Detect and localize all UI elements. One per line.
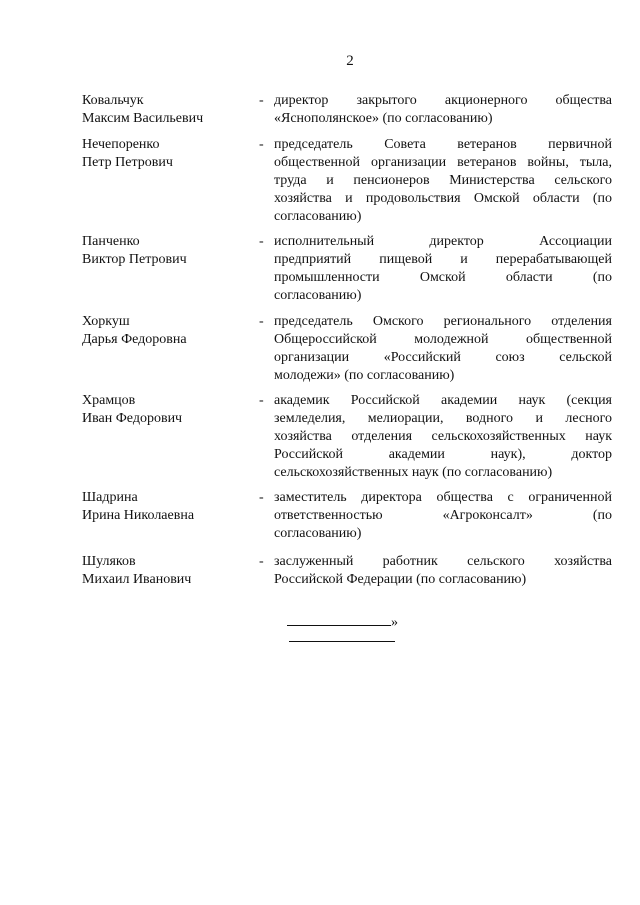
member-position (274, 313, 612, 385)
position-line: общественной организации ветеранов войны, тыла, (274, 155, 612, 170)
position-line: сельскохозяйственных наук (по согласованию) (274, 465, 553, 480)
entry-dash: - (259, 93, 264, 108)
position-line: председатель Совета ветеранов первичной (274, 137, 612, 152)
position-line: заслуженный работник сельского хозяйства (274, 554, 612, 569)
position-line: промышленности Омской области (по (274, 270, 612, 285)
member-given-names: Виктор Петрович (82, 252, 187, 267)
member-name (82, 136, 252, 172)
member-name (82, 313, 252, 349)
page-number: 2 (346, 53, 354, 69)
position-line: предприятий пищевой и перерабатывающей (274, 252, 612, 267)
member-given-names: Максим Васильевич (82, 111, 204, 126)
member-name (82, 489, 252, 525)
position-line: заместитель директора общества с ограниченной (274, 490, 612, 505)
entry-dash: - (259, 137, 264, 152)
member-surname: Ковальчук (82, 93, 144, 108)
member-surname: Шадрина (82, 490, 138, 505)
position-line: согласованию) (274, 209, 362, 224)
entry-dash: - (259, 234, 264, 249)
member-surname: Хоркуш (82, 314, 130, 329)
member-position (274, 233, 612, 305)
member-surname: Панченко (82, 234, 140, 249)
position-line: хозяйства отделения сельскохозяйственных наук (274, 429, 612, 444)
member-name (82, 92, 252, 128)
member-given-names: Петр Петрович (82, 155, 173, 170)
member-name (82, 233, 252, 269)
closing-line (287, 612, 398, 632)
position-line: директор закрытого акционерного общества (274, 93, 612, 108)
position-line: труда и пенсионеров Министерства сельского (274, 173, 612, 188)
position-line: академик Российской академии наук (секция (274, 393, 612, 408)
position-line: молодежи» (по согласованию) (274, 368, 455, 383)
member-surname: Храмцов (82, 393, 136, 408)
member-given-names: Михаил Иванович (82, 572, 192, 587)
position-line: согласованию) (274, 288, 362, 303)
member-name (82, 553, 252, 589)
position-line: ответственностью «Агроконсалт» (по (274, 508, 612, 523)
position-line: согласованию) (274, 526, 362, 541)
position-line: хозяйства и продовольствия Омской области (по (274, 191, 612, 206)
entry-dash: - (259, 314, 264, 329)
member-given-names: Ирина Николаевна (82, 508, 195, 523)
entry-dash: - (259, 490, 264, 505)
end-rule (289, 641, 395, 642)
member-position (274, 553, 612, 589)
position-line: «Яснополянское» (по согласованию) (274, 111, 493, 126)
entry-dash: - (259, 554, 264, 569)
position-line: исполнительный директор Ассоциации (274, 234, 612, 249)
member-given-names: Дарья Федоровна (82, 332, 187, 347)
member-position (274, 392, 612, 482)
closing-quote: » (391, 615, 398, 630)
member-given-names: Иван Федорович (82, 411, 183, 426)
member-position (274, 92, 612, 128)
entry-dash: - (259, 393, 264, 408)
member-position (274, 489, 612, 543)
position-line: председатель Омского регионального отделения (274, 314, 612, 329)
member-surname: Нечепоренко (82, 137, 160, 152)
member-position (274, 136, 612, 226)
member-surname: Шуляков (82, 554, 136, 569)
member-name (82, 392, 252, 428)
position-line: Российской Федерации (по согласованию) (274, 572, 527, 587)
position-line: Российской академии наук), доктор (274, 447, 612, 462)
signature-underline (287, 612, 391, 626)
position-line: земледелия, мелиорации, водного и лесного (274, 411, 612, 426)
position-line: организации «Российский союз сельской (274, 350, 612, 365)
position-line: Общероссийской молодежной общественной (274, 332, 612, 347)
